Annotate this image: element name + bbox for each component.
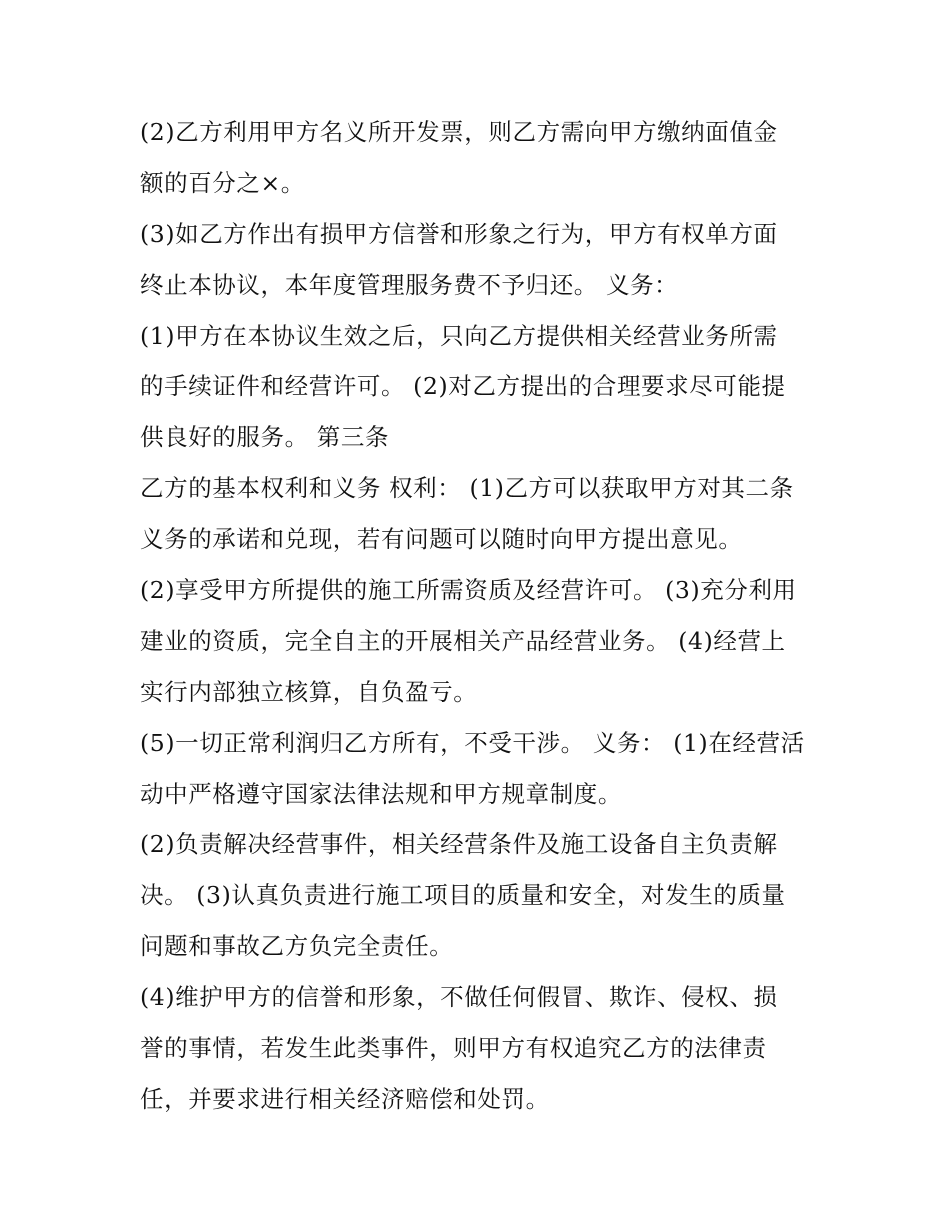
- text-line: 乙方的基本权利和义务 权利： (1)乙方可以获取甲方对其二条: [140, 474, 794, 503]
- text-line: 额的百分之×。: [140, 168, 305, 197]
- text-line: (2)负责解决经营事件，相关经营条件及施工设备自主负责解: [140, 830, 778, 859]
- text-line: 实行内部独立核算，自负盈亏。: [140, 677, 478, 706]
- text-line: 动中严格遵守国家法律法规和甲方规章制度。: [140, 779, 622, 808]
- document-body: [140, 107, 812, 1125]
- text-line: 供良好的服务。 第三条: [140, 423, 390, 452]
- text-line: (2)享受甲方所提供的施工所需资质及经营许可。 (3)充分利用: [140, 576, 797, 605]
- text-line: 誉的事情，若发生此类事件，则甲方有权追究乙方的法律责: [140, 1034, 767, 1063]
- text-line: (5)一切正常利润归乙方所有，不受干涉。 义务： (1)在经营活: [140, 728, 805, 757]
- text-line: 决。 (3)认真负责进行施工项目的质量和安全，对发生的质量: [140, 881, 786, 910]
- text-line: 任，并要求进行相关经济赔偿和处罚。: [140, 1084, 550, 1113]
- text-line: (3)如乙方作出有损甲方信誉和形象之行为，甲方有权单方面: [140, 219, 778, 248]
- text-line: (1)甲方在本协议生效之后，只向乙方提供相关经营业务所需: [140, 321, 778, 350]
- text-line: 建业的资质，完全自主的开展相关产品经营业务。 (4)经营上: [140, 626, 786, 655]
- text-line: (2)乙方利用甲方名义所开发票，则乙方需向甲方缴纳面值金: [140, 118, 778, 146]
- text-line: 终止本协议，本年度管理服务费不予归还。 义务：: [140, 270, 679, 299]
- text-line: 的手续证件和经营许可。 (2)对乙方提出的合理要求尽可能提: [140, 372, 786, 401]
- text-line: 问题和事故乙方负完全责任。: [140, 932, 454, 961]
- text-line: (4)维护甲方的信誉和形象，不做任何假冒、欺诈、侵权、损: [140, 983, 778, 1012]
- text-line: 义务的承诺和兑现，若有问题可以随时向甲方提出意见。: [140, 525, 743, 554]
